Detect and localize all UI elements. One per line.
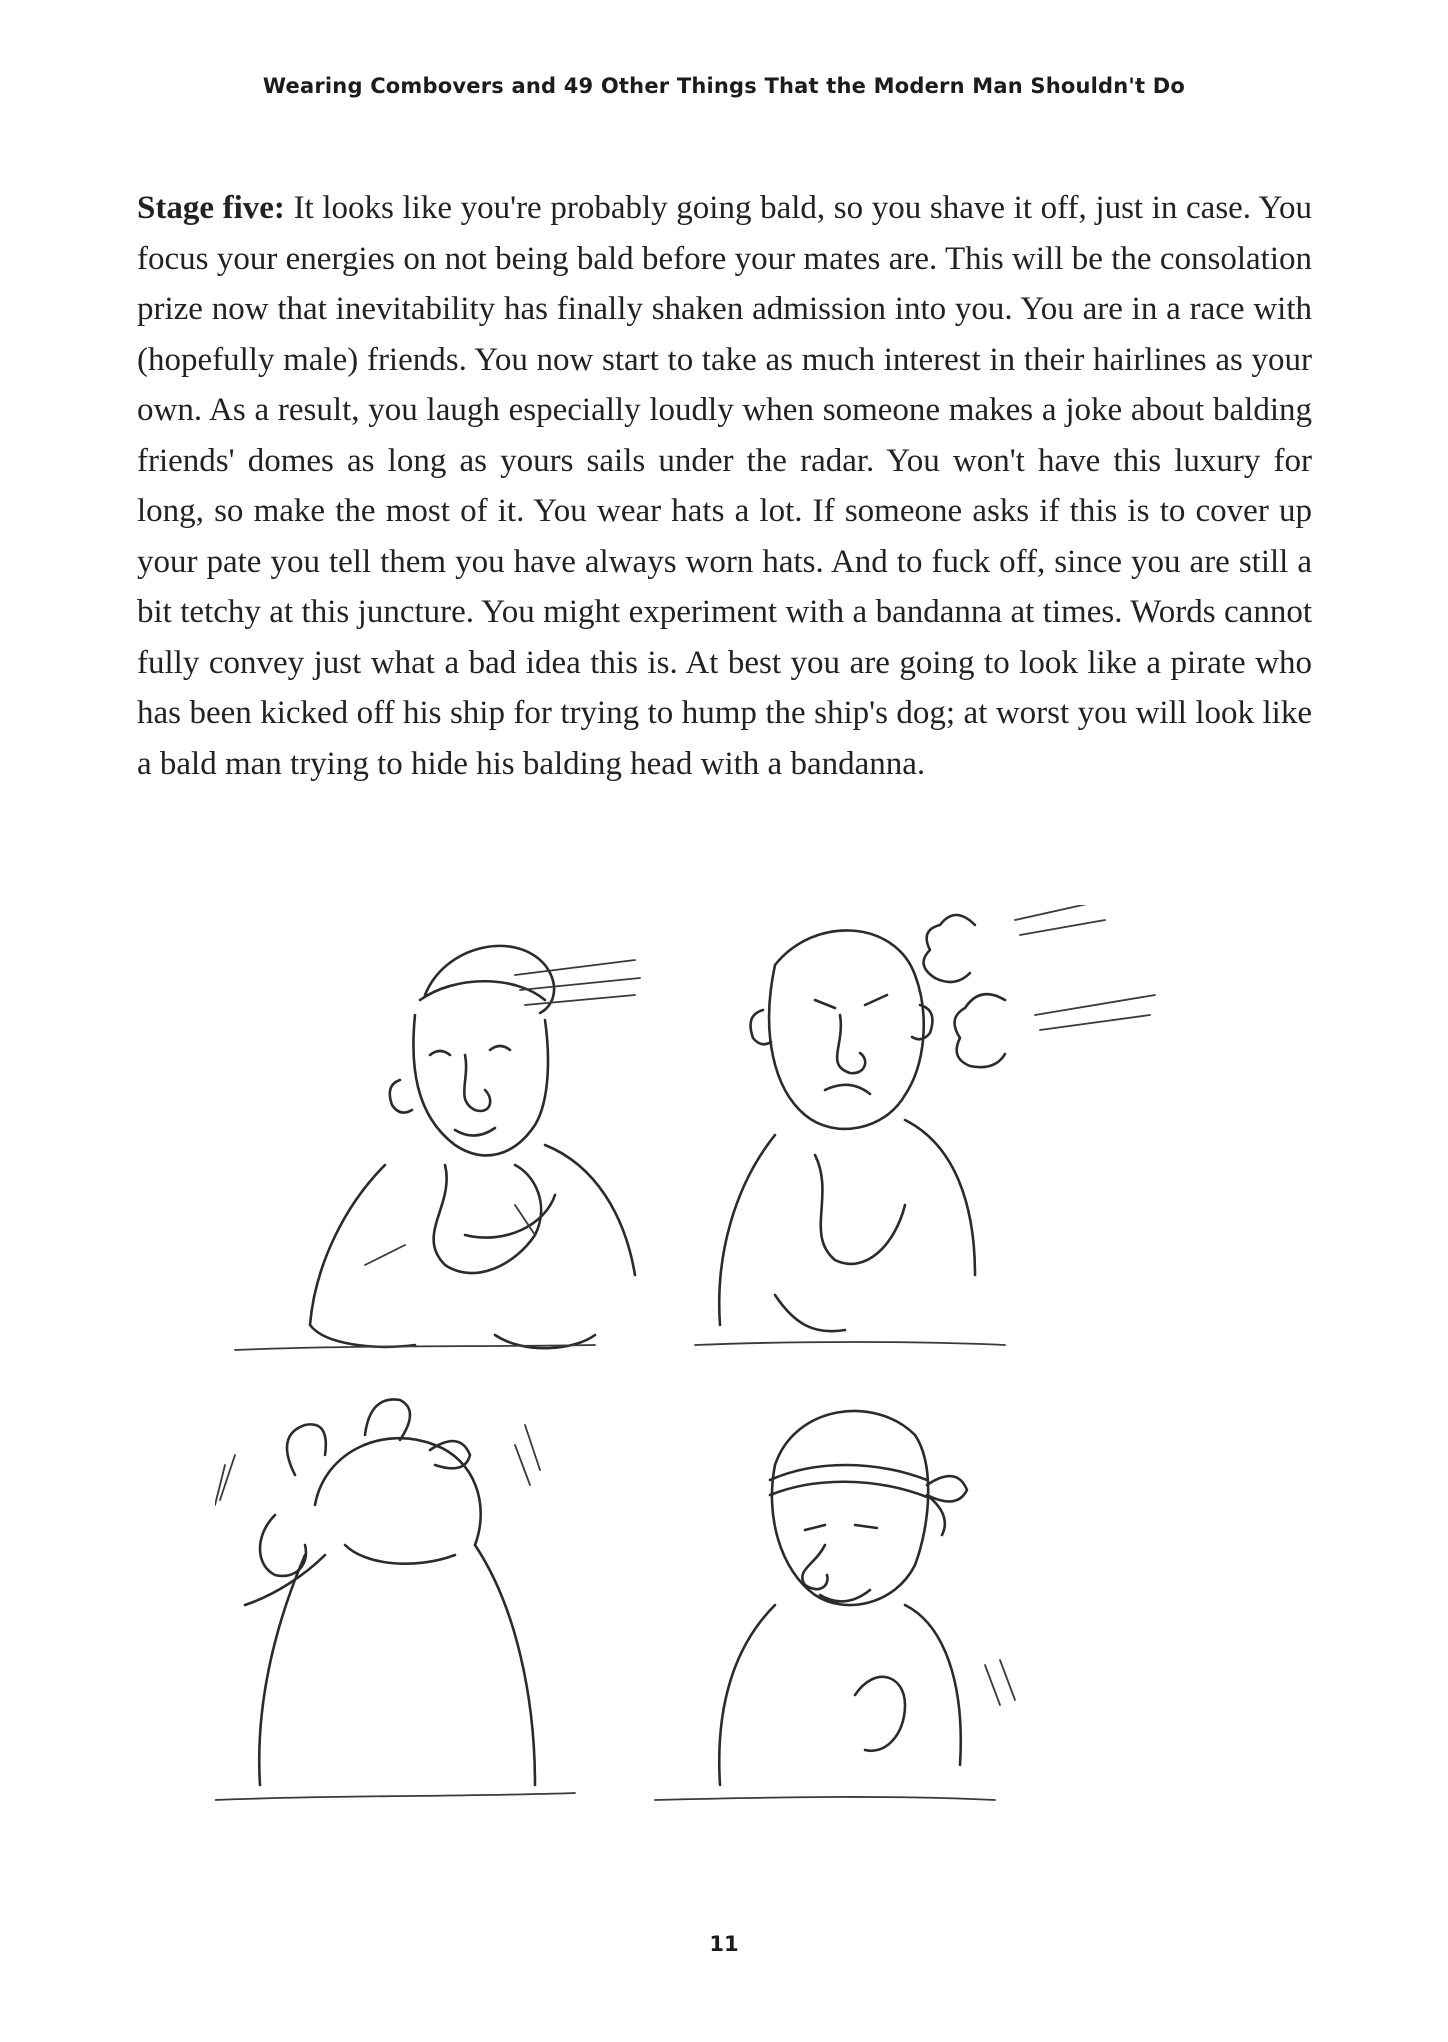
cartoon-panel-headband-man bbox=[655, 1411, 1015, 1800]
running-head: Wearing Combovers and 49 Other Things That the Modern Man Shouldn't Do bbox=[262, 74, 1186, 98]
cartoon-panel-cap-man bbox=[235, 946, 635, 1350]
stage-lead-in: Stage five: bbox=[137, 190, 285, 226]
cartoon-illustration bbox=[215, 905, 1215, 1905]
page-number: 11 bbox=[709, 1932, 739, 1956]
body-paragraph bbox=[137, 183, 1312, 789]
paragraph-text: It looks like you're probably going bald, so you shave it off, just in case. You focus your energies on not being bald before your mates are. This will be the consolation prize now that inevitability has finally shaken admission into you. You are in a race with (hopefully male) friends. You now start to take as much interest in their hairlines as your own. As a result, you laugh especially loudly when someone makes a joke about balding friends' domes as long as yours sails under the radar. You won't have this luxury for long, so make the most of it. You wear hats a lot. If someone asks if this is to cover up your pate you tell them you have always worn hats. And to fuck off, since you are still a bit tetchy at this juncture. You might experiment with a bandanna at times. Words cannot fully convey just what a bad idea this is. At best you are going to look like a pirate who has been kicked off his ship for trying to hump the ship's dog; at worst you will look like a bald man trying to hide his balding head with a bandanna. bbox=[137, 190, 1312, 782]
cartoon-panel-bald-man bbox=[515, 905, 1155, 1345]
cartoon-panel-bandanna-back bbox=[215, 1399, 575, 1800]
